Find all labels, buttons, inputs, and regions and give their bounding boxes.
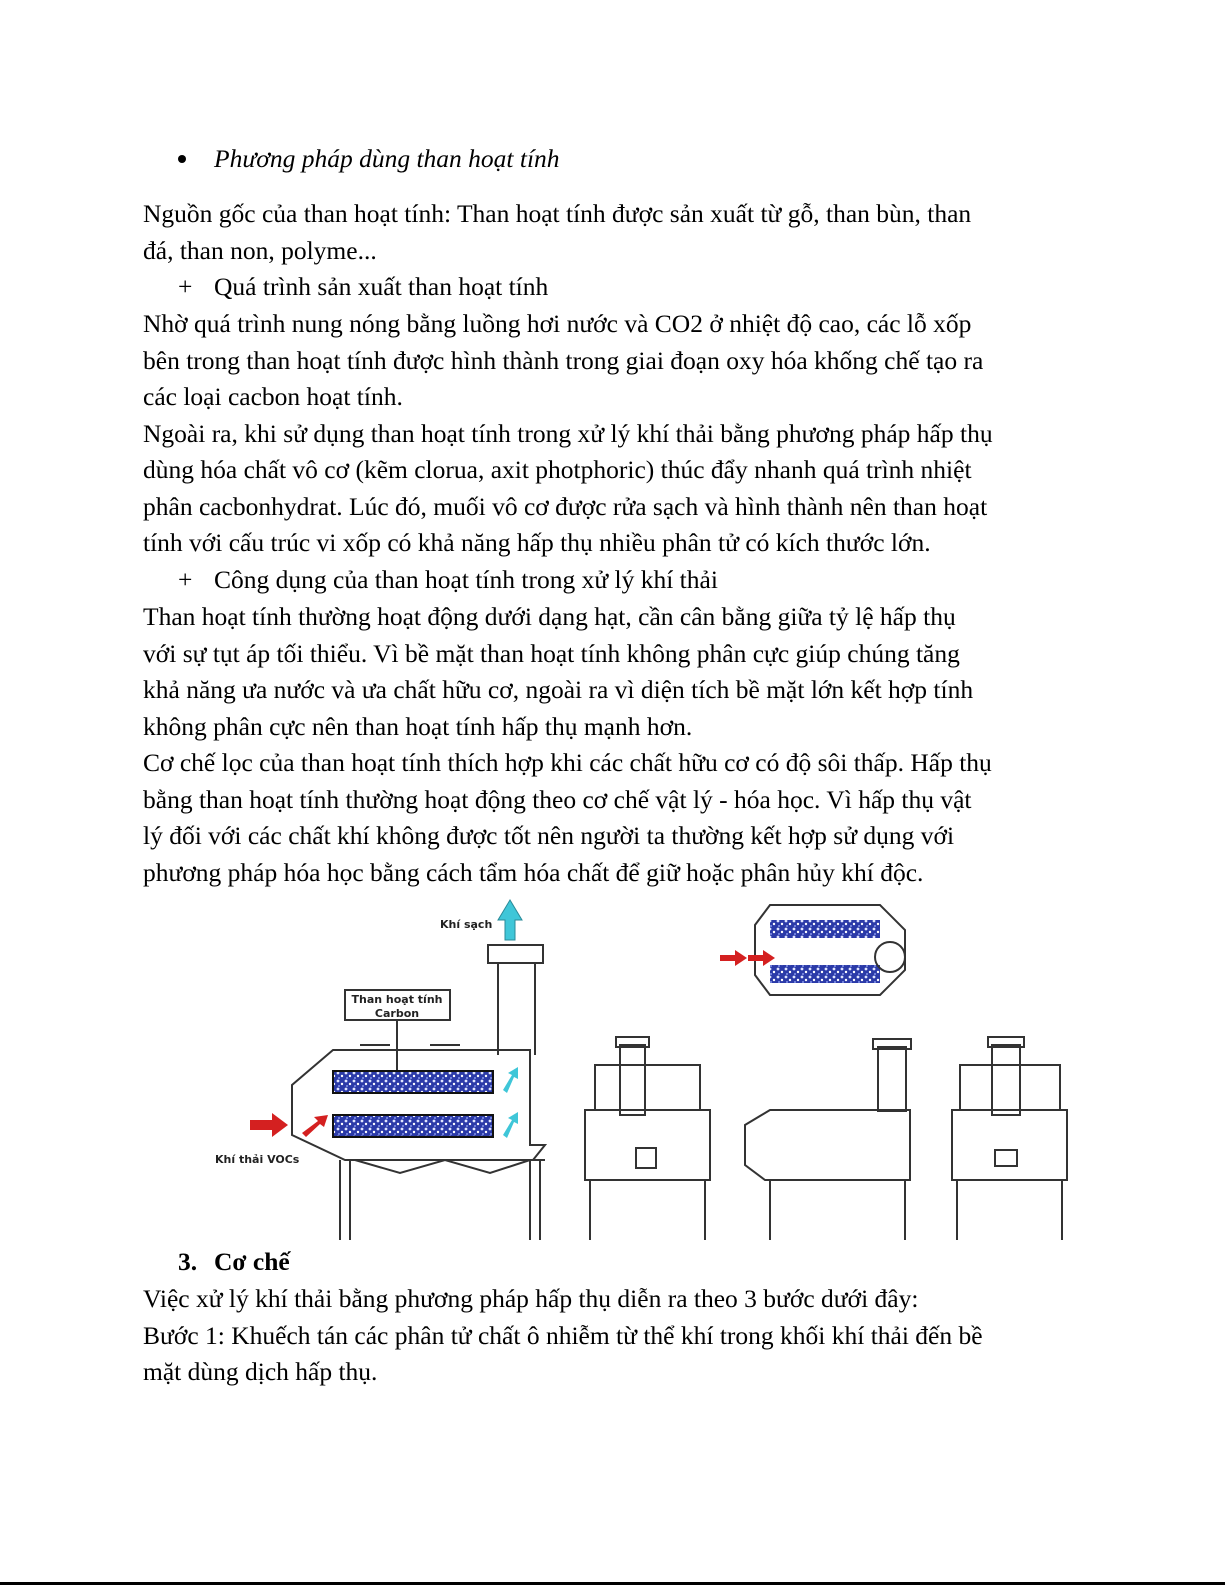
top-view-drawing (755, 905, 905, 995)
activated-carbon-diagram (200, 895, 1070, 1240)
label-inlet: Khí thải VOCs (215, 1153, 300, 1166)
plus-icon: + (178, 565, 193, 594)
carbon-bed-lower (333, 1115, 493, 1137)
carbon-bed-upper (333, 1071, 493, 1093)
sub-bullet-usage: + Công dụng của than hoạt tính trong xử lý khí thải (178, 562, 718, 598)
label-carbon-line2: Carbon (374, 1007, 420, 1020)
paragraph-mechanism: Việc xử lý khí thải bằng phương pháp hấp thụ diễn ra theo 3 bước dưới đây: Bước 1: Khuếch tán các phân tử chất ô nhiễm từ thể khí trong khối khí thải đến bề mặt dùng dịch hấp thụ. (143, 1284, 983, 1386)
paragraph-usage: Than hoạt tính thường hoạt động dưới dạng hạt, cần cân bằng giữa tỷ lệ hấp thụ với sự tụt áp tối thiểu. Vì bề mặt than hoạt tính không phân cực giúp chúng tăng khả năng ưa nước và ưa chất hữu cơ, ngoài ra vì diện tích bề mặt lớn kết hợp tính không phân cực nên than hoạt tính hấp thụ mạnh hơn. Cơ chế lọc của than hoạt tính thích hợp khi các chất hữu cơ có độ sôi thấp. Hấp thụ bằng than hoạt tính thường hoạt động theo cơ chế vật lý - hóa học. Vì hấp thụ vật lý đối với các chất khí không được tốt nên người ta thường kết hợp sử dụng với phương pháp hóa học bằng cách tẩm hóa chất để giữ hoặc phân hủy khí độc. (143, 602, 992, 887)
section-bullet: Phương pháp dùng than hoạt tính (178, 141, 560, 177)
section-heading-mechanism: 3. Cơ chế (178, 1247, 290, 1276)
rear-view-drawing (952, 1037, 1067, 1240)
outlet-arrow-icon (498, 900, 522, 940)
inlet-arrow-icon (250, 1113, 288, 1137)
plus-icon: + (178, 272, 193, 301)
side-view-drawing (745, 1039, 911, 1240)
bullet-dot-icon (178, 155, 186, 163)
paragraph-production: Nhờ quá trình nung nóng bằng luồng hơi nước và CO2 ở nhiệt độ cao, các lỗ xốp bên trong than hoạt tính được hình thành trong giai đoạn oxy hóa khống chế tạo ra các loại cacbon hoạt tính. Ngoài ra, khi sử dụng than hoạt tính trong xử lý khí thải bằng phương pháp hấp thụ dùng hóa chất vô cơ (kẽm clorua, axit photphoric) thúc đẩy nhanh quá trình nhiệt phân cacbonhydrat. Lúc đó, muối vô cơ được rửa sạch và hình thành nên than hoạt tính với cấu trúc vi xốp có khả năng hấp thụ nhiều phân tử có kích thước lớn. (143, 309, 993, 557)
label-clean-air: Khí sạch (440, 918, 493, 931)
sub-bullet-production: + Quá trình sản xuất than hoạt tính (178, 269, 548, 305)
label-carbon-line1: Than hoạt tính (351, 993, 443, 1006)
front-view-drawing (585, 1037, 710, 1240)
paragraph-origin: Nguồn gốc của than hoạt tính: Than hoạt tính được sản xuất từ gỗ, than bùn, than đá, than non, polyme... (143, 199, 972, 265)
